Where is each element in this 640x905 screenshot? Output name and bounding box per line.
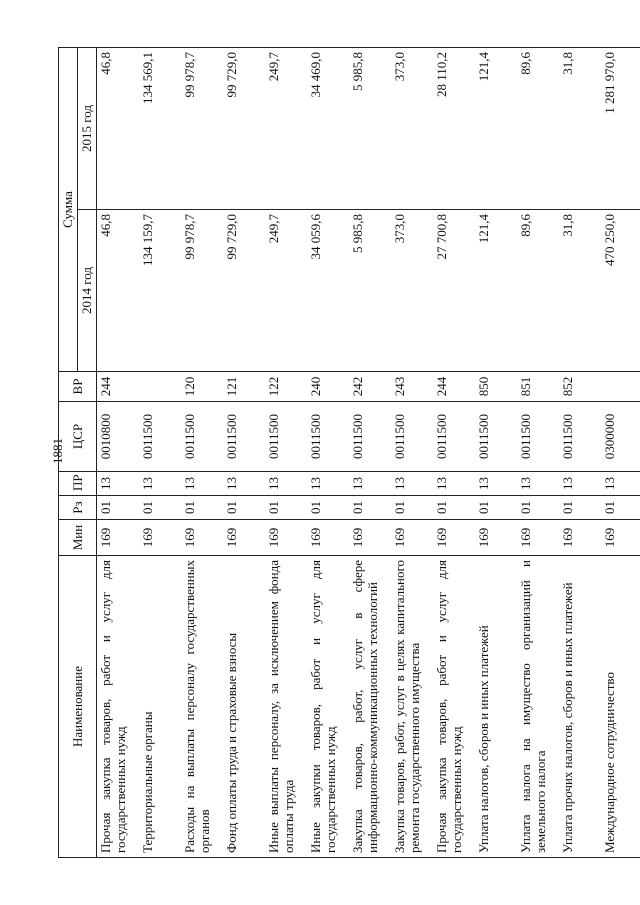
row-rz: 01	[517, 496, 559, 520]
row-pr: 13	[391, 472, 433, 496]
row-csr: 0300000	[601, 402, 640, 472]
row-sum-2015: 89,6	[517, 48, 559, 210]
row-min: 169	[559, 520, 601, 556]
row-min: 169	[181, 520, 223, 556]
row-csr: 0011500	[517, 402, 559, 472]
row-min: 169	[307, 520, 349, 556]
row-csr: 0011500	[223, 402, 265, 472]
header-vr: ВР	[59, 372, 97, 402]
row-pr: 13	[349, 472, 391, 496]
row-rz: 01	[307, 496, 349, 520]
row-sum-2014: 34 059,6	[307, 210, 349, 372]
header-csr: ЦСР	[59, 402, 97, 472]
row-sum-2014: 99 729,0	[223, 210, 265, 372]
row-rz: 01	[433, 496, 475, 520]
row-sum-2015: 28 110,2	[433, 48, 475, 210]
row-csr: 0011500	[559, 402, 601, 472]
row-pr: 13	[223, 472, 265, 496]
row-rz: 01	[349, 496, 391, 520]
row-rz: 01	[391, 496, 433, 520]
row-min: 169	[601, 520, 640, 556]
row-sum-2015: 373,0	[391, 48, 433, 210]
budget-table-rotated	[58, 48, 617, 858]
header-name: Наименование	[59, 556, 97, 858]
row-csr: 0011500	[307, 402, 349, 472]
row-vr: 852	[559, 372, 601, 402]
row-sum-2015: 5 985,8	[349, 48, 391, 210]
table-row	[139, 48, 181, 858]
row-rz: 01	[97, 496, 139, 520]
row-name: Прочая закупка товаров, работ и услуг для государственных нужд	[433, 556, 475, 858]
table-row	[181, 48, 223, 858]
row-pr: 13	[307, 472, 349, 496]
table-row	[223, 48, 265, 858]
row-sum-2015: 99 978,7	[181, 48, 223, 210]
row-vr: 850	[475, 372, 517, 402]
table-row	[517, 48, 559, 858]
row-name: Уплата налога на имущество организаций и земельного налога	[517, 556, 559, 858]
row-sum-2015: 121,4	[475, 48, 517, 210]
row-sum-2015: 31,8	[559, 48, 601, 210]
row-min: 169	[139, 520, 181, 556]
row-sum-2015: 46,8	[97, 48, 139, 210]
row-sum-2014: 31,8	[559, 210, 601, 372]
row-sum-2014: 99 978,7	[181, 210, 223, 372]
header-sum: Сумма	[59, 48, 78, 372]
row-name: Расходы на выплаты персоналу государственных органов	[181, 556, 223, 858]
row-vr: 244	[433, 372, 475, 402]
row-sum-2015: 134 569,1	[139, 48, 181, 210]
table-row	[97, 48, 139, 858]
row-vr: 122	[265, 372, 307, 402]
table-row	[391, 48, 433, 858]
row-rz: 01	[181, 496, 223, 520]
row-sum-2014: 46,8	[97, 210, 139, 372]
row-vr: 244	[97, 372, 139, 402]
row-csr: 0010800	[97, 402, 139, 472]
table-body	[97, 48, 640, 858]
row-sum-2014: 470 250,0	[601, 210, 640, 372]
table-row	[559, 48, 601, 858]
page-number: 1881	[50, 438, 65, 464]
row-name: Международное сотрудничество	[601, 556, 640, 858]
row-vr: 851	[517, 372, 559, 402]
row-pr: 13	[517, 472, 559, 496]
table-row	[307, 48, 349, 858]
row-min: 169	[475, 520, 517, 556]
row-name: Фонд оплаты труда и страховые взносы	[223, 556, 265, 858]
row-min: 169	[223, 520, 265, 556]
row-rz: 01	[139, 496, 181, 520]
row-name: Закупка товаров, работ, услуг в целях капитального ремонта государственного имущества	[391, 556, 433, 858]
row-name: Закупка товаров, работ, услуг в сфере информационно-коммуникационных технологий	[349, 556, 391, 858]
header-rz: Рз	[59, 496, 97, 520]
table-row	[433, 48, 475, 858]
row-sum-2014: 27 700,8	[433, 210, 475, 372]
row-rz: 01	[475, 496, 517, 520]
row-min: 169	[349, 520, 391, 556]
table-row	[265, 48, 307, 858]
row-sum-2014: 89,6	[517, 210, 559, 372]
row-vr	[601, 372, 640, 402]
row-name: Иные выплаты персоналу, за исключением фонда оплаты труда	[265, 556, 307, 858]
row-pr: 13	[97, 472, 139, 496]
row-sum-2015: 99 729,0	[223, 48, 265, 210]
row-vr	[139, 372, 181, 402]
row-min: 169	[97, 520, 139, 556]
row-csr: 0011500	[349, 402, 391, 472]
row-csr: 0011500	[433, 402, 475, 472]
row-min: 169	[433, 520, 475, 556]
row-csr: 0011500	[391, 402, 433, 472]
table-row	[601, 48, 640, 858]
row-pr: 13	[433, 472, 475, 496]
row-name: Прочая закупка товаров, работ и услуг для государственных нужд	[97, 556, 139, 858]
row-rz: 01	[265, 496, 307, 520]
row-csr: 0011500	[181, 402, 223, 472]
budget-table	[58, 47, 640, 858]
row-sum-2014: 373,0	[391, 210, 433, 372]
row-rz: 01	[559, 496, 601, 520]
row-sum-2015: 1 281 970,0	[601, 48, 640, 210]
row-vr: 121	[223, 372, 265, 402]
row-csr: 0011500	[475, 402, 517, 472]
row-pr: 13	[139, 472, 181, 496]
row-pr: 13	[559, 472, 601, 496]
row-vr: 243	[391, 372, 433, 402]
table-row	[475, 48, 517, 858]
table-row	[349, 48, 391, 858]
header-2015: 2015 год	[78, 48, 97, 210]
row-min: 169	[265, 520, 307, 556]
header-2014: 2014 год	[78, 210, 97, 372]
row-pr: 13	[475, 472, 517, 496]
row-pr: 13	[265, 472, 307, 496]
row-name: Иные закупки товаров, работ и услуг для государственных нужд	[307, 556, 349, 858]
row-name: Уплата налогов, сборов и иных платежей	[475, 556, 517, 858]
row-min: 169	[517, 520, 559, 556]
row-min: 169	[391, 520, 433, 556]
header-min: Мин	[59, 520, 97, 556]
row-name: Территориальные органы	[139, 556, 181, 858]
row-rz: 01	[223, 496, 265, 520]
row-sum-2015: 34 469,0	[307, 48, 349, 210]
row-vr: 242	[349, 372, 391, 402]
row-name: Уплата прочих налогов, сборов и иных платежей	[559, 556, 601, 858]
row-csr: 0011500	[139, 402, 181, 472]
header-pr: ПР	[59, 472, 97, 496]
row-vr: 240	[307, 372, 349, 402]
row-csr: 0011500	[265, 402, 307, 472]
row-sum-2015: 249,7	[265, 48, 307, 210]
row-sum-2014: 5 985,8	[349, 210, 391, 372]
row-pr: 13	[181, 472, 223, 496]
row-sum-2014: 249,7	[265, 210, 307, 372]
row-rz: 01	[601, 496, 640, 520]
row-pr: 13	[601, 472, 640, 496]
row-sum-2014: 121,4	[475, 210, 517, 372]
row-vr: 120	[181, 372, 223, 402]
row-sum-2014: 134 159,7	[139, 210, 181, 372]
